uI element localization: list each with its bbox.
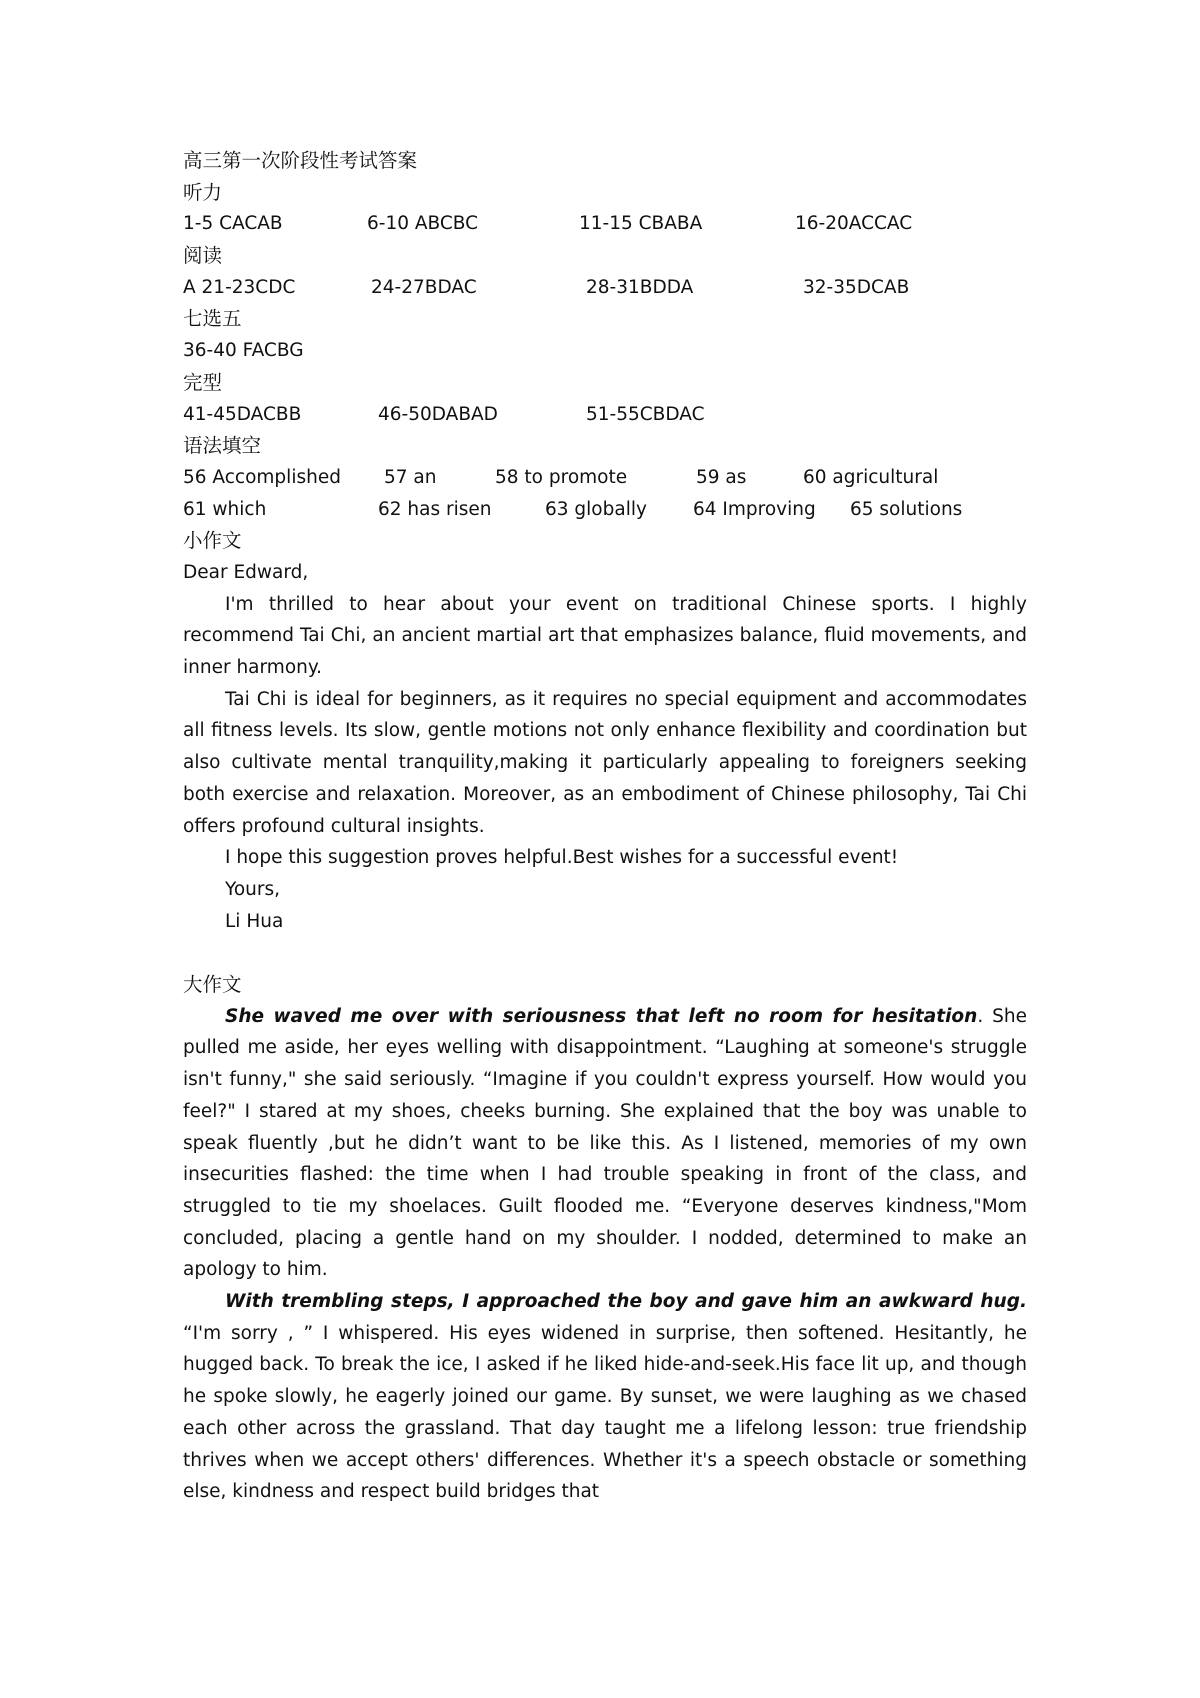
page-title: 高三第一次阶段性考试答案: [183, 149, 418, 172]
answer-row-grammar-2: [183, 494, 1027, 526]
answer-group: 1-5 CACAB: [183, 213, 283, 235]
letter-signature: Li Hua: [225, 910, 284, 932]
answer-group: 28-31BDDA: [586, 276, 694, 298]
section-heading-reading: 阅读: [183, 244, 223, 268]
section-heading-short-essay: 小作文: [183, 529, 242, 553]
section-heading-seven-five: 七选五: [183, 307, 242, 331]
answer-group: 36-40 FACBG: [183, 340, 304, 362]
answer-group: 16-20ACCAC: [795, 213, 913, 235]
grammar-answer: 57 an: [384, 466, 437, 488]
answer-group: 41-45DACBB: [183, 403, 302, 425]
grammar-answer: 56 Accomplished: [183, 466, 341, 488]
answer-document: [183, 145, 1027, 1508]
answer-group: 6-10 ABCBC: [367, 213, 479, 235]
grammar-answer: 63 globally: [545, 498, 647, 520]
spacer: [183, 937, 1027, 969]
answer-group: 51-55CBDAC: [586, 403, 705, 425]
grammar-answer: 59 as: [696, 466, 747, 488]
letter-salutation: Dear Edward,: [183, 561, 309, 583]
answer-row-seven-five: [183, 335, 1027, 367]
letter-closing: Yours,: [225, 878, 281, 900]
section-heading-cloze: 完型: [183, 370, 223, 394]
essay-text: . She pulled me aside, her eyes welling with disappointment. “Laughing at someone's struggle isn't funny," she said seriously. “Imagine if you couldn't express yourself. How would you feel?" I stared at my shoes, cheeks burning. She explained that the boy was unable to speak fluently ,but he didn’t want to be like this. As I listened, memories of my own insecurities flashed: the time when I had trouble speaking in front of the class, and struggled to tie my shoelaces. Guilt flooded me. “Everyone deserves kindness,"Mom concluded, placing a gentle hand on my shoulder. I nodded, determined to make an apology to him.: [183, 1005, 1027, 1281]
grammar-answer: 64 Improving: [693, 498, 816, 520]
grammar-answer: 62 has risen: [378, 498, 492, 520]
answer-row-listening: [183, 208, 1027, 240]
essay-given-opening: She waved me over with seriousness that left no room for hesitation: [225, 1005, 978, 1027]
answer-group: A 21-23CDC: [183, 276, 296, 298]
grammar-answer: 60 agricultural: [803, 466, 939, 488]
essay-paragraph: [183, 1286, 1027, 1508]
answer-group: 24-27BDAC: [371, 276, 477, 298]
answer-row-cloze: [183, 399, 1027, 431]
section-heading-listening: 听力: [183, 180, 223, 204]
answer-row-reading: [183, 272, 1027, 304]
essay-paragraph: [183, 1001, 1027, 1286]
grammar-answer: 65 solutions: [850, 498, 963, 520]
letter-paragraph: Tai Chi is ideal for beginners, as it requires no special equipment and accommodates all fitness levels. Its slow, gentle motions not only enhance flexibility and coordination but also cultivate mental tranquility,making it particularly appealing to foreigners seeking both exercise and relaxation. Moreover, as an embodiment of Chinese philosophy, Tai Chi offers profound cultural insights.: [183, 688, 1027, 837]
letter-paragraph: I'm thrilled to hear about your event on traditional Chinese sports. I highly recommend Tai Chi, an ancient martial art that emphasizes balance, fluid movements, and inner harmony.: [183, 593, 1027, 679]
grammar-answer: 61 which: [183, 498, 267, 520]
grammar-answer: 58 to promote: [495, 466, 628, 488]
answer-group: 11-15 CBABA: [579, 213, 703, 235]
essay-text: “I'm sorry , ” I whispered. His eyes widened in surprise, then softened. Hesitantly, he hugged back. To break the ice, I asked if he liked hide-and-seek.His face lit up, and though he spoke slowly, he eagerly joined our game. By sunset, we were laughing as we chased each other across the grassland. That day taught me a lifelong lesson: true friendship thrives when we accept others' differences. Whether it's a speech obstacle or something else, kindness and respect build bridges that: [183, 1322, 1027, 1503]
answer-group: 32-35DCAB: [803, 276, 910, 298]
answer-group: 46-50DABAD: [378, 403, 498, 425]
section-heading-long-essay: 大作文: [183, 973, 242, 997]
answer-row-grammar-1: [183, 462, 1027, 494]
section-heading-grammar: 语法填空: [183, 434, 262, 458]
essay-given-opening: With trembling steps, I approached the boy and gave him an awkward hug.: [225, 1291, 1027, 1313]
letter-paragraph: I hope this suggestion proves helpful.Best wishes for a successful event!: [225, 847, 899, 869]
